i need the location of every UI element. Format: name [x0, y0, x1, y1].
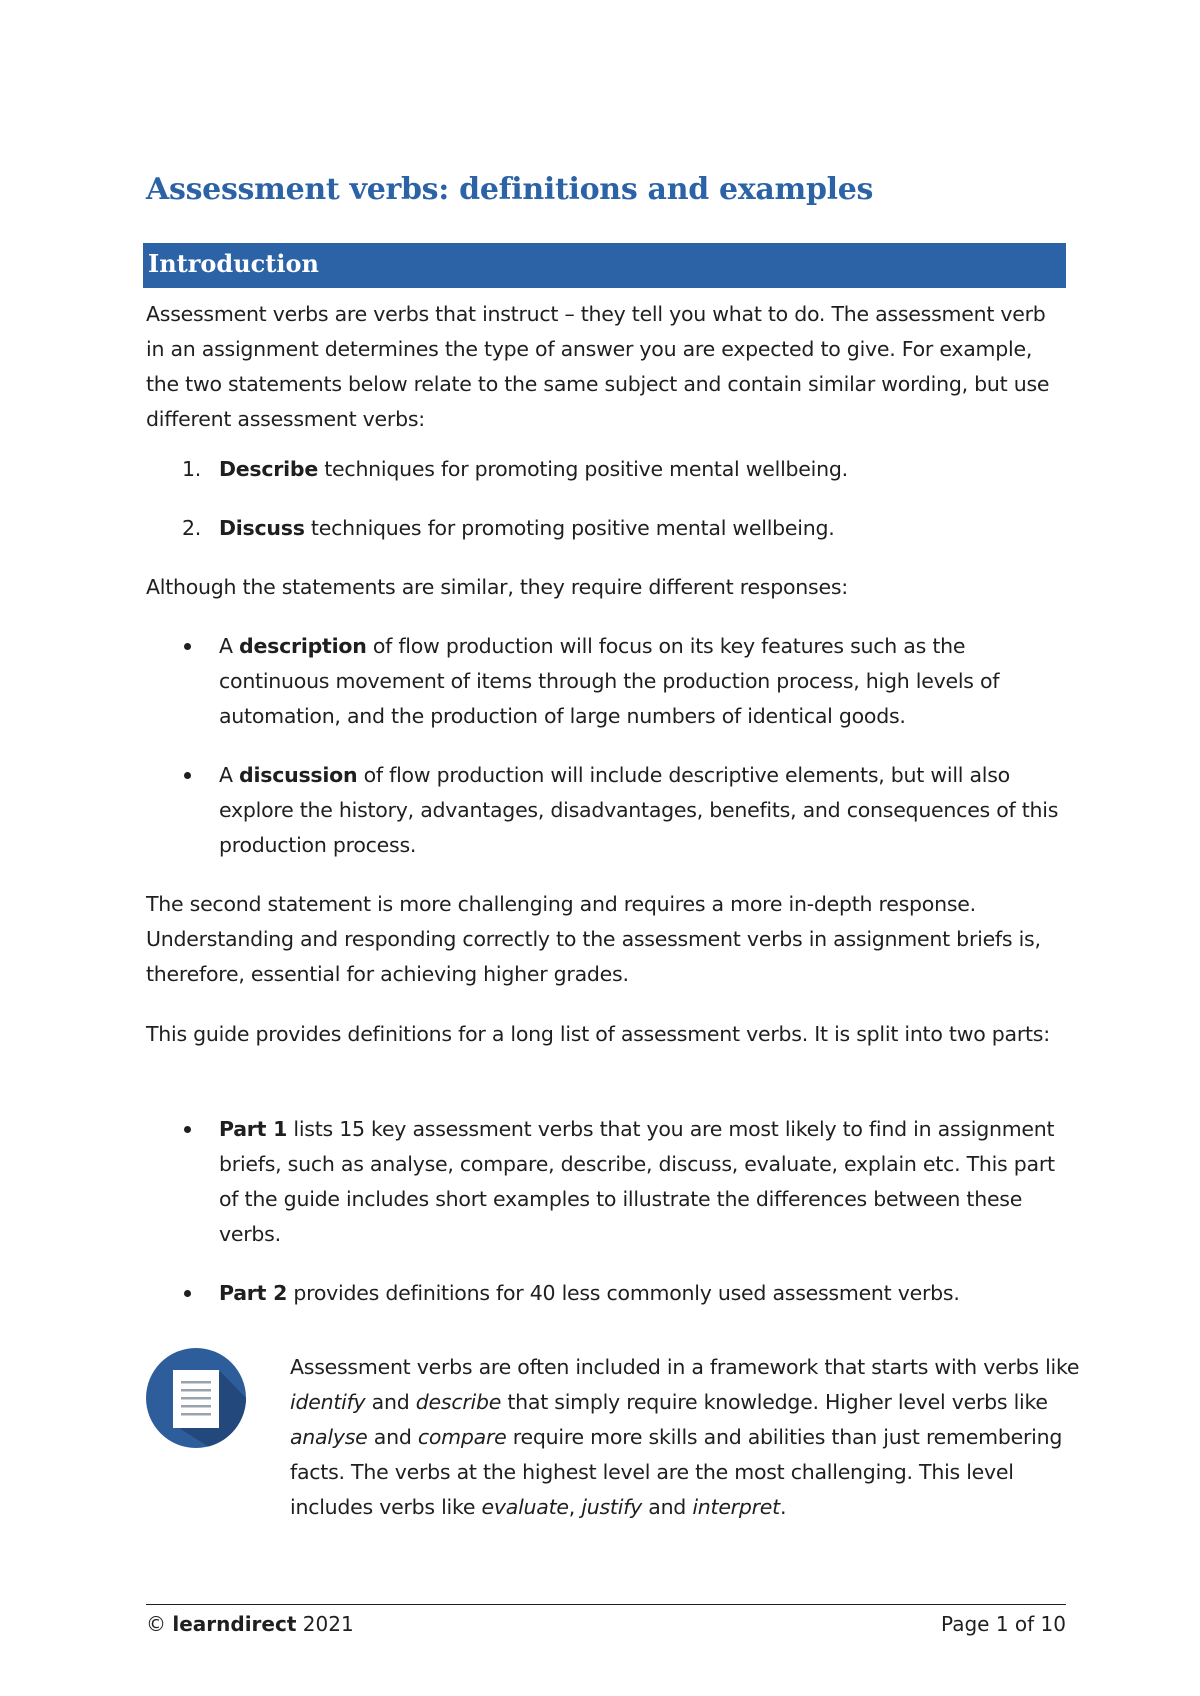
item-text: techniques for promoting positive mental wellbeing. — [318, 457, 848, 481]
page-title: Assessment verbs: definitions and examples — [146, 172, 874, 207]
bullet-icon — [184, 1290, 191, 1297]
item-bold: Part 1 — [219, 1117, 288, 1141]
paragraph-2: Although the statements are similar, they require different responses: — [146, 575, 848, 599]
section-heading-bar — [143, 243, 1066, 288]
item-bold: description — [239, 634, 367, 658]
bullet-item — [146, 629, 1066, 734]
footer-divider — [146, 1604, 1066, 1605]
list-number: 2. — [182, 516, 202, 540]
bullet-item — [146, 758, 1066, 863]
section-heading: Introduction — [148, 249, 319, 278]
item-prefix: A — [219, 634, 240, 658]
note-callout: Assessment verbs are often included in a framework that starts with verbs like identify and describe that simply require knowledge. Higher level verbs like analyse and compare require more skills and abilities than just remembering facts. The verbs at the highest level are the most challenging. This level includes verbs like evaluate, justify and interpret. — [290, 1355, 1080, 1519]
paragraph-4: This guide provides definitions for a long list of assessment verbs. It is split into two parts: — [146, 1022, 1050, 1046]
bullet-icon — [184, 643, 191, 650]
item-text: provides definitions for 40 less commonly used assessment verbs. — [287, 1281, 960, 1305]
intro-paragraph: Assessment verbs are verbs that instruct – they tell you what to do. The assessment verb in an assignment determines the type of answer you are expected to give. For example, the two statements below relate to the same subject and contain similar wording, but use different assessment verbs: — [146, 302, 1050, 431]
bullet-icon — [184, 772, 191, 779]
numbered-item-1 — [146, 452, 1066, 487]
item-text: of flow production will focus on its key features such as the continuous movement of items through the production process, high levels of automation, and the production of large numbers of identical goods. — [219, 634, 1000, 728]
page-number: Page 1 of 10 — [941, 1612, 1066, 1636]
document-icon — [146, 1348, 246, 1448]
footer-copyright — [146, 1612, 354, 1636]
bullet-item — [146, 1276, 1066, 1311]
paragraph-3: The second statement is more challenging and requires a more in-depth response. Understanding and responding correctly to the assessment verbs in assignment briefs is, therefore, essential for achieving higher grades. — [146, 892, 1041, 986]
item-prefix: A — [219, 763, 240, 787]
item-bold: Describe — [219, 457, 318, 481]
footer-year: 2021 — [302, 1612, 354, 1636]
brand-name: learndirect — [172, 1612, 297, 1636]
list-number: 1. — [182, 457, 202, 481]
item-text: lists 15 key assessment verbs that you are most likely to find in assignment briefs, such as analyse, compare, describe, discuss, evaluate, explain etc. This part of the guide includes short examples to illustrate the differences between these verbs. — [219, 1117, 1055, 1246]
item-text: techniques for promoting positive mental wellbeing. — [304, 516, 835, 540]
bullet-icon — [184, 1126, 191, 1133]
copyright-symbol: © — [146, 1612, 166, 1636]
item-text: of flow production will include descriptive elements, but will also explore the history, advantages, disadvantages, benefits, and consequences of this production process. — [219, 763, 1059, 857]
item-bold: Part 2 — [219, 1281, 288, 1305]
item-bold: Discuss — [219, 516, 305, 540]
bullet-item — [146, 1112, 1066, 1252]
item-bold: discussion — [239, 763, 358, 787]
numbered-item-2 — [146, 511, 1066, 546]
